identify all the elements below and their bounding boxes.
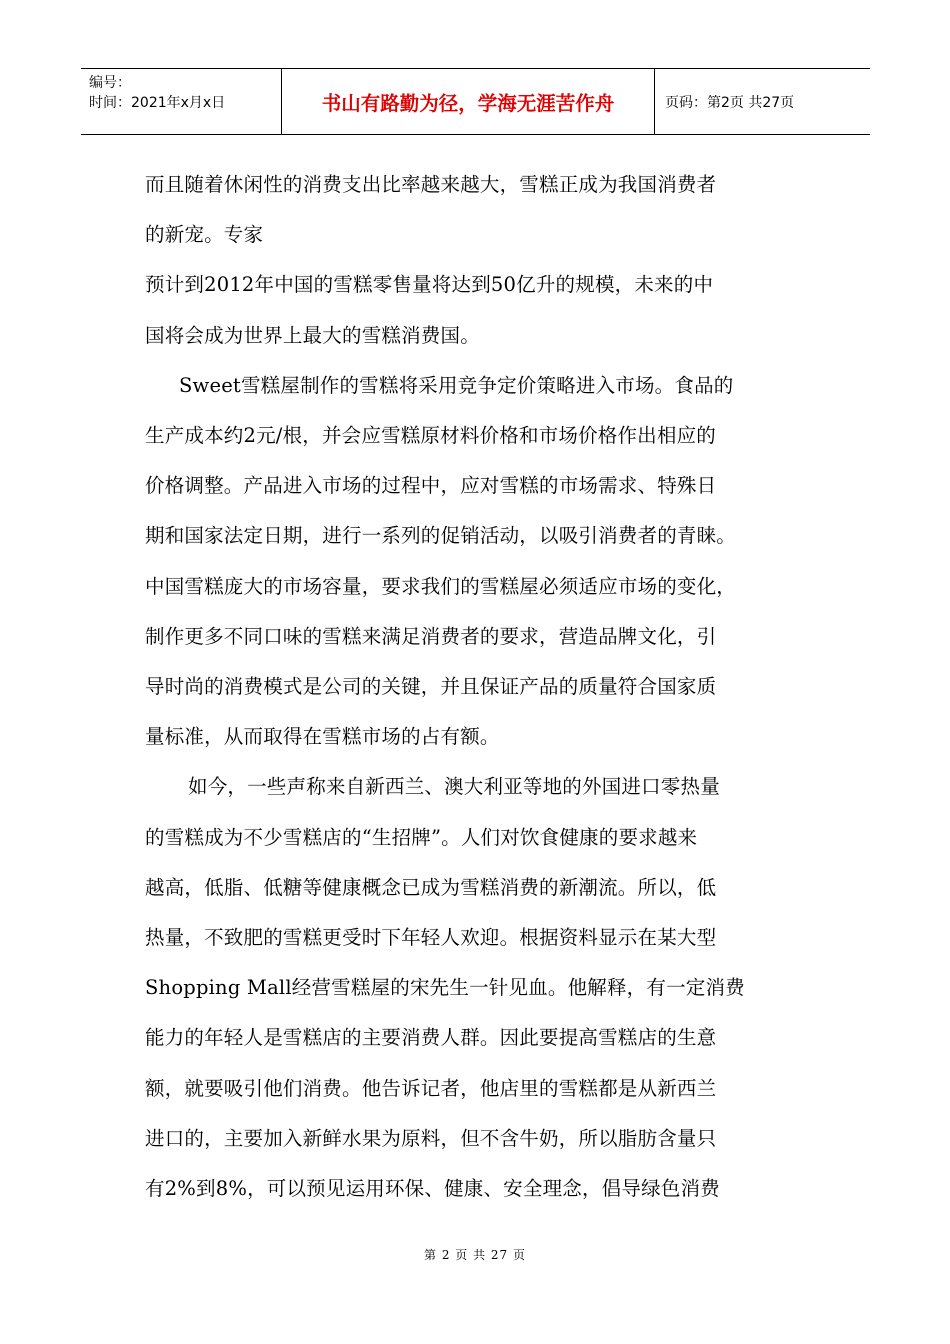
body-line: 热量，不致肥的雪糕更受时下年轻人欢迎。根据资料显示在某大型 <box>145 926 717 950</box>
document-header <box>81 68 870 135</box>
body-line: 有2%到8%，可以预见运用环保、健康、安全理念，倡导绿色消费 <box>145 1177 720 1201</box>
body-line: 制作更多不同口味的雪糕来满足消费者的要求，营造品牌文化，引 <box>145 624 717 648</box>
body-line: 生产成本约2元/根，并会应雪糕原材料价格和市场价格作出相应的 <box>145 424 716 448</box>
header-meta-cell <box>81 69 282 134</box>
body-line: Shopping Mall经营雪糕屋的宋先生一针见血。他解释，有一定消费 <box>145 976 745 1000</box>
body-line: 能力的年轻人是雪糕店的主要消费人群。因此要提高雪糕店的生意 <box>145 1026 717 1050</box>
body-line: 预计到2012年中国的雪糕零售量将达到50亿升的规模，未来的中 <box>145 273 714 297</box>
header-motto: 书山有路勤为径，学海无涯苦作舟 <box>282 69 655 134</box>
body-line: 价格调整。产品进入市场的过程中，应对雪糕的市场需求、特殊日 <box>145 474 717 498</box>
body-line: 而且随着休闲性的消费支出比率越来越大，雪糕正成为我国消费者 <box>145 173 717 196</box>
body-line: 的新宠。专家 <box>145 223 264 247</box>
body-line: 量标准，从而取得在雪糕市场的占有额。 <box>145 725 500 749</box>
body-line: 进口的，主要加入新鲜水果为原料，但不含牛奶，所以脂肪含量只 <box>145 1126 717 1150</box>
body-line: 导时尚的消费模式是公司的关键，并且保证产品的质量符合国家质 <box>145 675 717 699</box>
body-line: 额，就要吸引他们消费。他告诉记者，他店里的雪糕都是从新西兰 <box>145 1076 717 1100</box>
body-line: 国将会成为世界上最大的雪糕消费国。 <box>145 323 480 347</box>
document-time-label: 时间：2021年x月x日 <box>89 95 226 111</box>
header-page-info: 页码：第2页 共27页 <box>665 94 795 111</box>
document-number-label: 编号： <box>89 75 131 91</box>
body-line: 的雪糕成为不少雪糕店的“生招牌”。人们对饮食健康的要求越来 <box>145 825 698 849</box>
document-body <box>145 160 825 1214</box>
body-line: Sweet雪糕屋制作的雪糕将采用竞争定价策略进入市场。食品的 <box>179 373 734 397</box>
body-line: 期和国家法定日期，进行一系列的促销活动，以吸引消费者的青睐。 <box>145 524 737 548</box>
body-line: 中国雪糕庞大的市场容量，要求我们的雪糕屋必须适应市场的变化， <box>145 574 737 598</box>
body-line: 如今，一些声称来自新西兰、澳大利亚等地的外国进口零热量 <box>188 775 720 799</box>
page-footer: 第 2 页 共 27 页 <box>424 1248 526 1262</box>
body-line: 越高，低脂、低糖等健康概念已成为雪糕消费的新潮流。所以，低 <box>145 875 717 899</box>
